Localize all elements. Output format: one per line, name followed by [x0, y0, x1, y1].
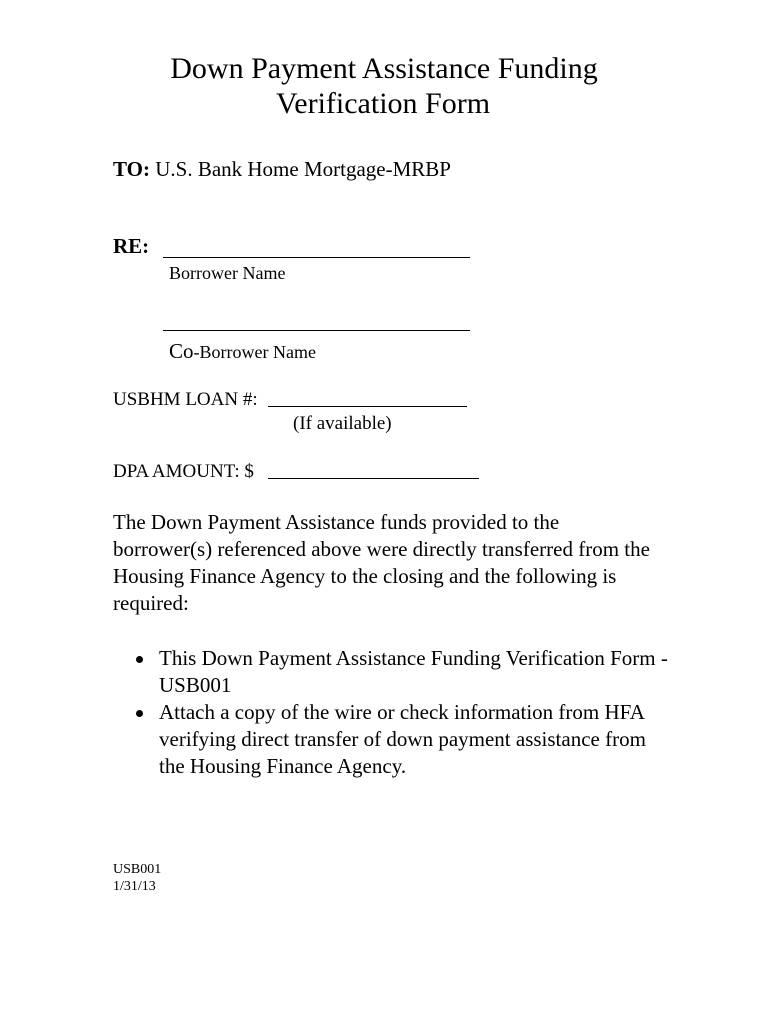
borrower-name-label: Borrower Name — [169, 263, 286, 283]
loan-number-hint: (If available) — [293, 413, 392, 434]
form-revision-date: 1/31/13 — [113, 879, 156, 894]
co-borrower-prefix: Co — [169, 339, 194, 363]
re-label: RE: — [113, 234, 150, 258]
form-title-line-1: Down Payment Assistance Funding — [170, 52, 598, 85]
borrower-name-field[interactable] — [163, 257, 470, 258]
loan-number-field[interactable] — [268, 406, 467, 407]
co-borrower-name-label — [169, 339, 316, 364]
bullet-icon — [136, 710, 143, 717]
requirement-text: Attach a copy of the wire or check information from HFA verifying direct transfer of down payment assistance from the Housing Finance Agency. — [159, 700, 646, 778]
bullet-icon — [136, 656, 143, 663]
co-borrower-suffix: -Borrower Name — [193, 342, 316, 362]
requirements-list — [113, 645, 673, 780]
requirement-item — [113, 645, 673, 699]
dpa-amount-label: DPA AMOUNT: $ — [113, 461, 254, 482]
instructions-paragraph: The Down Payment Assistance funds provided to the borrower(s) referenced above were directly transferred from the Housing Finance Agency to the closing and the following is required: — [113, 510, 650, 615]
requirement-text: This Down Payment Assistance Funding Verification Form - USB001 — [159, 646, 668, 697]
to-recipient: U.S. Bank Home Mortgage-MRBP — [155, 157, 451, 181]
requirement-item — [113, 699, 673, 780]
co-borrower-name-field[interactable] — [163, 330, 470, 331]
form-title-line-2: Verification Form — [275, 87, 491, 120]
to-line — [113, 157, 451, 182]
loan-number-label: USBHM LOAN #: — [113, 389, 258, 410]
to-label: TO: — [113, 157, 150, 181]
dpa-amount-field[interactable] — [268, 478, 479, 479]
form-code: USB001 — [113, 862, 162, 877]
